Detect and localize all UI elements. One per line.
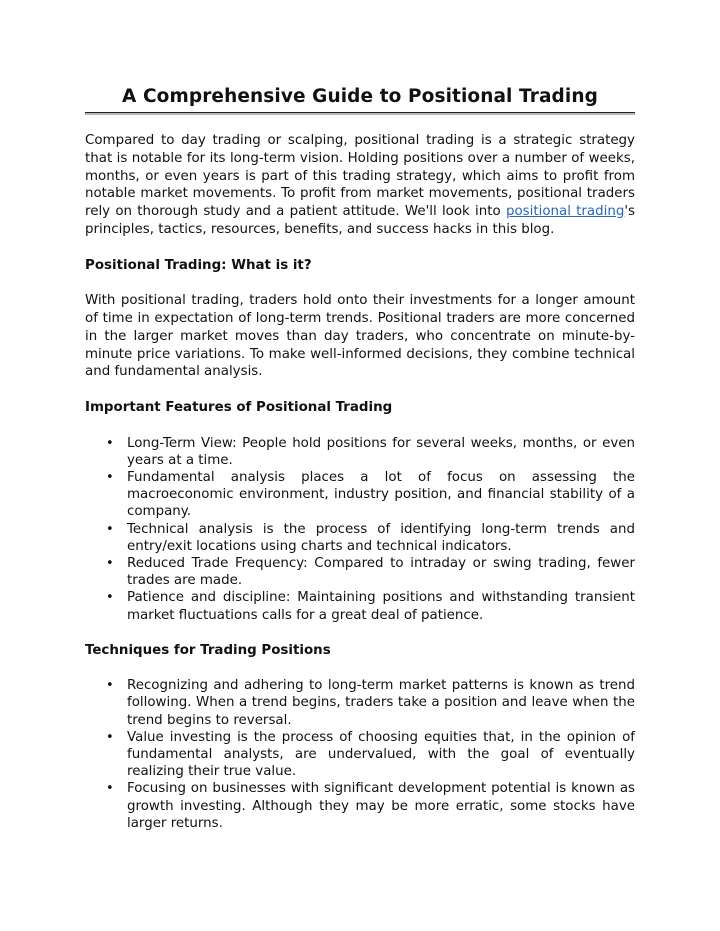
document-title: A Comprehensive Guide to Positional Trading: [122, 86, 598, 107]
list-item-text: Focusing on businesses with significant development potential is known as growth investing. Although they may be more erratic, some stocks have larger returns.: [127, 781, 635, 831]
intro-text-after-link: 's principles, tactics, resources, benefits, and success hacks in this blog.: [85, 204, 636, 237]
section-heading-what-is-it: Positional Trading: What is it?: [85, 257, 312, 273]
section-heading-techniques: Techniques for Trading Positions: [85, 642, 331, 658]
bullet-icon: •: [106, 435, 114, 451]
bullet-icon: •: [106, 555, 114, 571]
list-item: [85, 435, 635, 469]
bullet-icon: •: [106, 729, 114, 745]
techniques-list: [85, 677, 635, 832]
title-underline: [85, 112, 635, 115]
document-page: [85, 84, 635, 832]
section-heading-features: Important Features of Positional Trading: [85, 399, 393, 415]
bullet-icon: •: [106, 521, 114, 537]
list-item-text: Technical analysis is the process of identifying long-term trends and entry/exit locations using charts and technical indicators.: [127, 521, 635, 554]
section-what-is-it-body: With positional trading, traders hold onto their investments for a longer amount of time in expectation of long-term trends. Positional traders are more concerned in the larger market moves than day traders, who concentrate on minute-by-minute price variations. To make well-informed decisions, they combine technical and fundamental analysis.: [85, 293, 635, 380]
list-item: [85, 677, 635, 729]
list-item-text: Reduced Trade Frequency: Compared to intraday or swing trading, fewer trades are made.: [127, 555, 635, 589]
list-item: [85, 469, 635, 521]
bullet-icon: •: [106, 678, 114, 694]
intro-text-before-link: Compared to day trading or scalping, positional trading is a strategic strategy that is notable for its long-term vision. Holding positions over a number of weeks, months, or even years is part of this trading strategy, which aims to profit from notable market movements. To profit from market movements, positional traders rely on thorough study and a patient attitude. We'll look into: [85, 133, 635, 220]
list-item-text: Fundamental analysis places a lot of focus on assessing the macroeconomic environment, industry position, and financial stability of a company.: [127, 469, 635, 520]
list-item-text: Patience and discipline: Maintaining positions and withstanding transient market fluctuations calls for a great deal of patience.: [127, 590, 635, 623]
intro-paragraph: [85, 132, 635, 239]
bullet-icon: •: [106, 781, 114, 797]
list-item: [85, 555, 635, 589]
bullet-icon: •: [106, 590, 114, 606]
list-item: [85, 780, 635, 832]
list-item: [85, 589, 635, 623]
positional-trading-link[interactable]: positional trading: [505, 204, 625, 220]
list-item-text: Long-Term View: People hold positions for several weeks, months, or even years at a time.: [127, 435, 635, 468]
bullet-icon: •: [106, 469, 114, 485]
features-list: [85, 435, 635, 624]
list-item-text: Recognizing and adhering to long-term market patterns is known as trend following. When a trend begins, traders take a position and leave when the trend begins to reversal.: [127, 678, 635, 728]
list-item: [85, 521, 635, 555]
list-item: [85, 729, 635, 781]
list-item-text: Value investing is the process of choosing equities that, in the opinion of fundamental analysts, are undervalued, with the goal of eventually realizing their true value.: [127, 729, 635, 780]
